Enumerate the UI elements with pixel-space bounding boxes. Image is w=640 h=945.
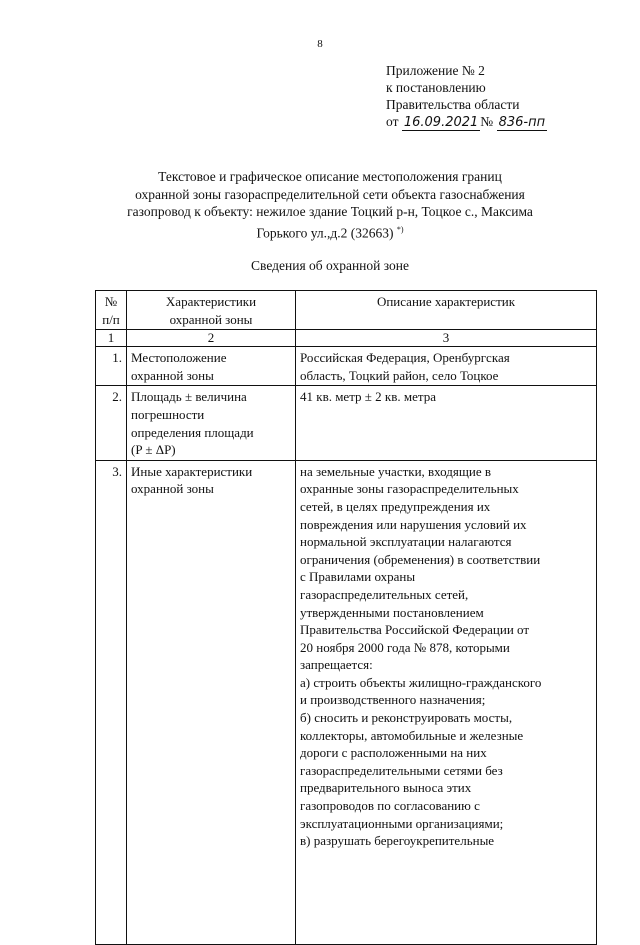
column-number: 3 xyxy=(296,330,597,347)
cell-text: (P ± ΔP) xyxy=(131,442,176,458)
cell-text: охранной зоны xyxy=(131,367,214,383)
cell-text: газораспределительных сетей, xyxy=(300,586,469,602)
date-prefix: от xyxy=(386,114,399,129)
cell-text: ограничения (обременения) в соответствии xyxy=(300,551,541,567)
cell-text: 20 ноября 2000 года № 878, которыми xyxy=(300,639,510,655)
row-description xyxy=(296,386,597,460)
cell-text: охранной зоны xyxy=(131,481,214,497)
row-characteristic xyxy=(127,347,296,386)
cell-text: на земельные участки, входящие в xyxy=(300,463,492,479)
title-line-text: Горького ул.,д.2 (32663) xyxy=(256,225,394,241)
header-text: п/п xyxy=(102,311,120,327)
cell-text: Площадь ± величина xyxy=(131,389,247,405)
cell-text: Российская Федерация, Оренбургская xyxy=(300,350,510,366)
row-description xyxy=(296,460,597,944)
cell-text: сетей, в целях предупреждения их xyxy=(300,498,491,514)
row-number: 2. xyxy=(96,386,127,460)
header-text: № xyxy=(104,294,118,309)
section-subtitle: Сведения об охранной зоне xyxy=(251,258,409,273)
cell-text: б) сносить и реконструировать мосты, xyxy=(300,710,513,726)
cell-text: газораспределительными сетями без xyxy=(300,762,503,778)
cell-text: определения площади xyxy=(131,424,254,440)
cell-text: 41 кв. метр ± 2 кв. метра xyxy=(300,389,436,405)
appendix-block xyxy=(386,62,547,131)
handwritten-date: 16.09.2021 xyxy=(403,115,479,130)
title-line: охранной зоны газораспределительной сети объекта газоснабжения xyxy=(135,186,525,202)
column-number: 2 xyxy=(127,330,296,347)
title-line xyxy=(80,221,580,242)
cell-text: предварительного выноса этих xyxy=(300,780,472,796)
cell-text: Иные характеристики xyxy=(131,463,253,479)
header-cell-number xyxy=(96,291,127,330)
table-row xyxy=(96,347,597,386)
column-number: 1 xyxy=(96,330,127,347)
row-characteristic xyxy=(127,386,296,460)
header-text: Характеристики xyxy=(165,294,257,309)
cell-text: дороги с расположенными на них xyxy=(300,745,487,761)
title-line: газопровод к объекту: нежилое здание Тоцкий р-н, Тоцкое с., Максима xyxy=(127,204,533,220)
row-number: 3. xyxy=(96,460,127,944)
header-cell-characteristic xyxy=(127,291,296,330)
cell-text: Правительства Российской Федерации от xyxy=(300,622,530,638)
cell-text: а) строить объекты жилищно-гражданского xyxy=(300,674,542,690)
appendix-line: Правительства области xyxy=(386,97,520,112)
document-title xyxy=(80,168,580,242)
title-footnote-mark: *) xyxy=(396,224,404,234)
cell-text: с Правилами охраны xyxy=(300,569,416,585)
header-cell-description xyxy=(296,291,597,330)
cell-text: область, Тоцкий район, село Тоцкое xyxy=(300,367,499,383)
title-line: Текстовое и графическое описание местоположения границ xyxy=(158,169,502,184)
cell-text: газопроводов по согласованию с xyxy=(300,798,480,814)
table-row xyxy=(96,460,597,944)
zone-info-table xyxy=(95,290,597,945)
appendix-date-line xyxy=(386,113,547,131)
handwritten-number: 836-пп xyxy=(498,115,546,130)
header-text: Описание характеристик xyxy=(376,294,516,309)
cell-text: охранные зоны газораспределительных xyxy=(300,481,519,497)
cell-text: коллекторы, автомобильные и железные xyxy=(300,727,524,743)
cell-text: эксплуатационными организациями; xyxy=(300,815,504,831)
cell-text: запрещается: xyxy=(300,657,373,673)
cell-text: повреждения или нарушения условий их xyxy=(300,516,527,532)
table-row xyxy=(96,386,597,460)
row-description xyxy=(296,347,597,386)
cell-text: в) разрушать берегоукрепительные xyxy=(300,833,495,849)
cell-text: утвержденными постановлением xyxy=(300,604,484,620)
table-header-row xyxy=(96,291,597,330)
appendix-line: Приложение № 2 xyxy=(386,63,485,78)
header-text: охранной зоны xyxy=(169,311,253,327)
row-characteristic xyxy=(127,460,296,944)
cell-text: и производственного назначения; xyxy=(300,692,486,708)
cell-text: нормальной эксплуатации налагаются xyxy=(300,534,512,550)
appendix-line: к постановлению xyxy=(386,80,486,95)
column-number-row xyxy=(96,330,597,347)
number-prefix: № xyxy=(480,114,494,129)
cell-text: Местоположение xyxy=(131,350,227,366)
row-number: 1. xyxy=(96,347,127,386)
cell-text: погрешности xyxy=(131,406,205,422)
page-number: 8 xyxy=(317,38,323,50)
